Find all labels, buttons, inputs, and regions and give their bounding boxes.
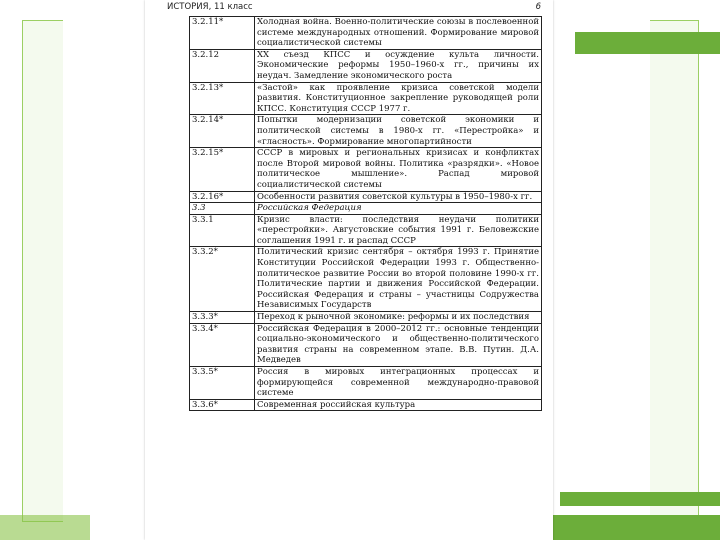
row-code: 3.3.6* — [190, 399, 255, 411]
row-code: 3.3.4* — [190, 323, 255, 366]
table-row — [190, 214, 542, 247]
row-code: 3.2.11* — [190, 17, 255, 50]
table-row — [190, 323, 542, 366]
slide-accent-bar — [540, 515, 720, 540]
row-text: «Застой» как проявление кризиса советской модели развития. Конституционное закрепление руководящей роли КПСС. Конституция СССР 1977 г. — [255, 82, 542, 115]
row-code: 3.3 — [190, 203, 255, 215]
slide-accent-bar — [560, 492, 720, 506]
row-code: 3.3.3* — [190, 312, 255, 324]
row-code: 3.2.16* — [190, 191, 255, 203]
table-row — [190, 82, 542, 115]
page-header-title: ИСТОРИЯ, 11 класс — [167, 2, 253, 12]
row-text: Политический кризис сентября – октября 1993 г. Принятие Конституции Российской Федерации 1993 г. Общественно-политическое развитие России во второй половине 1990-х гг. Политические партии и движения Российской Федерации. Российская Федерация и страны – участницы Содружества Независимых Государств — [255, 247, 542, 312]
row-code: 3.2.13* — [190, 82, 255, 115]
codifier-table — [189, 16, 542, 411]
row-code: 3.2.14* — [190, 115, 255, 148]
table-row — [190, 367, 542, 400]
row-text: Холодная война. Военно-политические союзы в послевоенной системе международных отношений. Формирование мировой социалистической системы — [255, 17, 542, 50]
page-number: 6 — [535, 2, 541, 12]
row-code: 3.3.5* — [190, 367, 255, 400]
slide-frame-left — [22, 20, 63, 522]
scanned-page — [145, 0, 553, 540]
row-text: СССР в мировых и региональных кризисах и конфликтах после Второй мировой войны. Политика «разрядки». «Новое политическое мышление». Распад мировой социалистической системы — [255, 148, 542, 191]
row-text: Современная российская культура — [255, 399, 542, 411]
row-text: Переход к рыночной экономике: реформы и их последствия — [255, 312, 542, 324]
row-text: Российская Федерация — [255, 203, 542, 215]
table-row — [190, 49, 542, 82]
row-code: 3.2.15* — [190, 148, 255, 191]
row-text: Особенности развития советской культуры в 1950–1980-х гг. — [255, 191, 542, 203]
table-row — [190, 191, 542, 203]
row-code: 3.2.12 — [190, 49, 255, 82]
row-code: 3.3.1 — [190, 214, 255, 247]
slide-frame-right — [650, 20, 699, 522]
running-head — [167, 2, 541, 16]
table-row — [190, 203, 542, 215]
table-row — [190, 17, 542, 50]
table-row — [190, 115, 542, 148]
table-row — [190, 247, 542, 312]
row-text: XX съезд КПСС и осуждение культа личности. Экономические реформы 1950–1960-х гг., причины их неудач. Замедление экономического роста — [255, 49, 542, 82]
table-row — [190, 148, 542, 191]
row-text: Россия в мировых интеграционных процессах и формирующейся современной международно-правовой системе — [255, 367, 542, 400]
slide-accent-bar — [0, 515, 90, 540]
table-row — [190, 399, 542, 411]
row-text: Кризис власти: последствия неудачи политики «перестройки». Августовские события 1991 г. Беловежские соглашения 1991 г. и распад СССР — [255, 214, 542, 247]
table-row — [190, 312, 542, 324]
row-text: Российская Федерация в 2000–2012 гг.: основные тенденции социально-экономического и общественно-политического развития страны на современном этапе. В.В. Путин. Д.А. Медведев — [255, 323, 542, 366]
slide-accent-bar — [575, 32, 720, 54]
row-code: 3.3.2* — [190, 247, 255, 312]
row-text: Попытки модернизации советской экономики и политической системы в 1980-х гг. «Перестройка» и «гласность». Формирование многопартийности — [255, 115, 542, 148]
